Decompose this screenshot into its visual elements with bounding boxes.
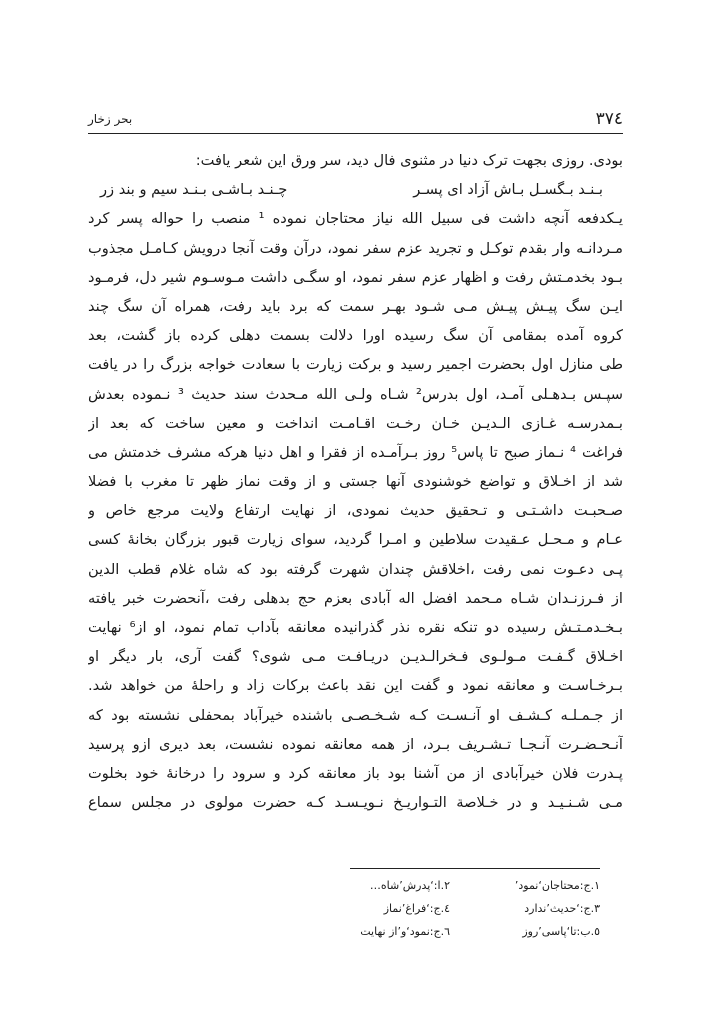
text-line: یـکدفعه آنچه داشت فی سبیل الله نیاز محتاجان نموده ¹ منصب را حواله پسر کرد xyxy=(88,210,623,228)
text-line: ایـن سگ پیـش پیـش مـی شـود بهـر سمت که برد باید رفت، همراه آن سگ چند xyxy=(88,297,623,315)
footnote: ٣.ج:‘حدیث’ندارد xyxy=(524,902,600,915)
text-line: بودی. روزی بجهت ترک دنیا در مثنوی فال دید، سر ورق این شعر یافت: xyxy=(195,152,623,169)
text-line: بـخـدمـتـش رسیده دو تنکه نقره نذر گذرانیده معانقه بآداب تمام نمود، او از⁶ نهایت xyxy=(88,619,623,636)
header-rule xyxy=(88,133,623,134)
footnote: ٤.ج:‘فراغ’نماز xyxy=(383,902,450,915)
text-line: سپـس بـدهـلی آمـد، اول بدرس² شـاه ولـی الله مـحدث سند حدیث ³ نـموده بعدش xyxy=(88,385,623,403)
text-line: فراغت ⁴ نـماز صبح تا پاس⁵ روز بـرآمـده از فقرا و اهل دنیا هرکه مشرف خدمتش می xyxy=(88,443,623,461)
footnote: ١.ج:محتاجان‘نمود’ xyxy=(514,879,600,892)
text-line: بـود بخدمـتش رفت و اظهار عزم سفر نمود، او سگـی داشت مـوسـوم شیر دل، فرمـود xyxy=(88,268,623,286)
text-line: پـی دعـوت نمی رفت ،اخلاقش چندان شهرت گرفته بود که شاه غلام قطب الدین xyxy=(88,560,623,578)
text-line: صـحبـت داشـتـی و تـحقیق حدیث نمودی، از نهایت ارتفاع ولایت مرجع خاص و xyxy=(88,502,623,520)
text-line: از فـرزنـدان شـاه مـحمد افضل اله آبادی بعزم حج بدهلی رفت ،آنحضرت خبر یافته xyxy=(88,589,623,607)
text-line: از جـمـلـه کـشـف او آنـسـت کـه شـخـصـی باشنده خیرآباد بمحفلی نشسته بود که xyxy=(88,706,623,724)
text-line: مـی شـنـیـد و در خـلاصة التـواریـخ نـویـسـد کـه حضرت مولوی در مجلس سماع xyxy=(88,794,623,812)
footnotes xyxy=(300,874,600,943)
footnote-row xyxy=(300,897,600,920)
text-line: اخـلاق گـفـت مـولـوی فـخرالـدیـن دریـافـت مـی شوی؟ گفت آری، بار دیگر او xyxy=(88,648,623,666)
text-line: شد از اخـلاق و تواضع خوشنودی آنها جستی و از وقت نماز ظهر تا مغرب با فضلا xyxy=(88,473,623,491)
body-text xyxy=(88,146,623,817)
footnote-row xyxy=(300,874,600,897)
page-header xyxy=(88,108,623,130)
text-line: پـدرت فلان خیرآبادی از من آشنا بود باز معانقه کرد و سرود را درخانهٔ خود بخلوت xyxy=(88,764,623,782)
verse-hemistich-left: چـنـد بـاشـی بـنـد سیم و بند زر xyxy=(100,181,288,199)
text-line: آنـحـضـرت آنـجـا تـشـریف بـرد، از همه معانقه نموده نشست، بعد دیری ازو پرسید xyxy=(88,735,623,753)
verse-hemistich-right: بـنـد بـگسـل بـاش آزاد ای پسـر xyxy=(413,181,603,199)
footnote: ٦.ج:نمود‘و’از نهایت xyxy=(360,925,450,938)
footnote-rule xyxy=(350,868,600,869)
text-line: بـرخـاسـت و معانقه نمود و گفت این نقد باعث برکات زاد و راحلهٔ من خواهد شد. xyxy=(88,677,623,695)
text-line: عـام و مـحـل عـقیدت سلاطین و امـرا گردید، سوای زیارت قبور بزرگان بخانهٔ کسی xyxy=(88,531,623,549)
text-line: کروه آمده بمقامی آن سگ رسیده اورا دلالت بسمت دهلی کرده باز گشت، بعد xyxy=(88,327,623,345)
text-line: طی منازل اول بحضرت اجمیر رسید و برکت زیارت با سعادت خواجه بزرگ را در یافت xyxy=(88,356,623,374)
footnote: ٥.ب:تا‘پاسی’روز xyxy=(522,925,600,938)
footnote: ٢.ا:‘پدرش’شاه… xyxy=(369,879,450,892)
running-title: بحر زخار xyxy=(88,112,133,126)
poem-verse xyxy=(88,175,623,204)
footnote-row xyxy=(300,920,600,943)
page-number: ٣٧٤ xyxy=(595,109,623,129)
text-line: بـمدرسـه غـازی الـدیـن خـان رخـت اقـامـت انداخت و معین ساخت که بعد از xyxy=(88,414,623,432)
text-line: مـردانـه وار بقدم توکـل و تجرید عزم سفر نمود، درآن وقت آنجا درویش کـامـل مجذوب xyxy=(88,239,623,257)
